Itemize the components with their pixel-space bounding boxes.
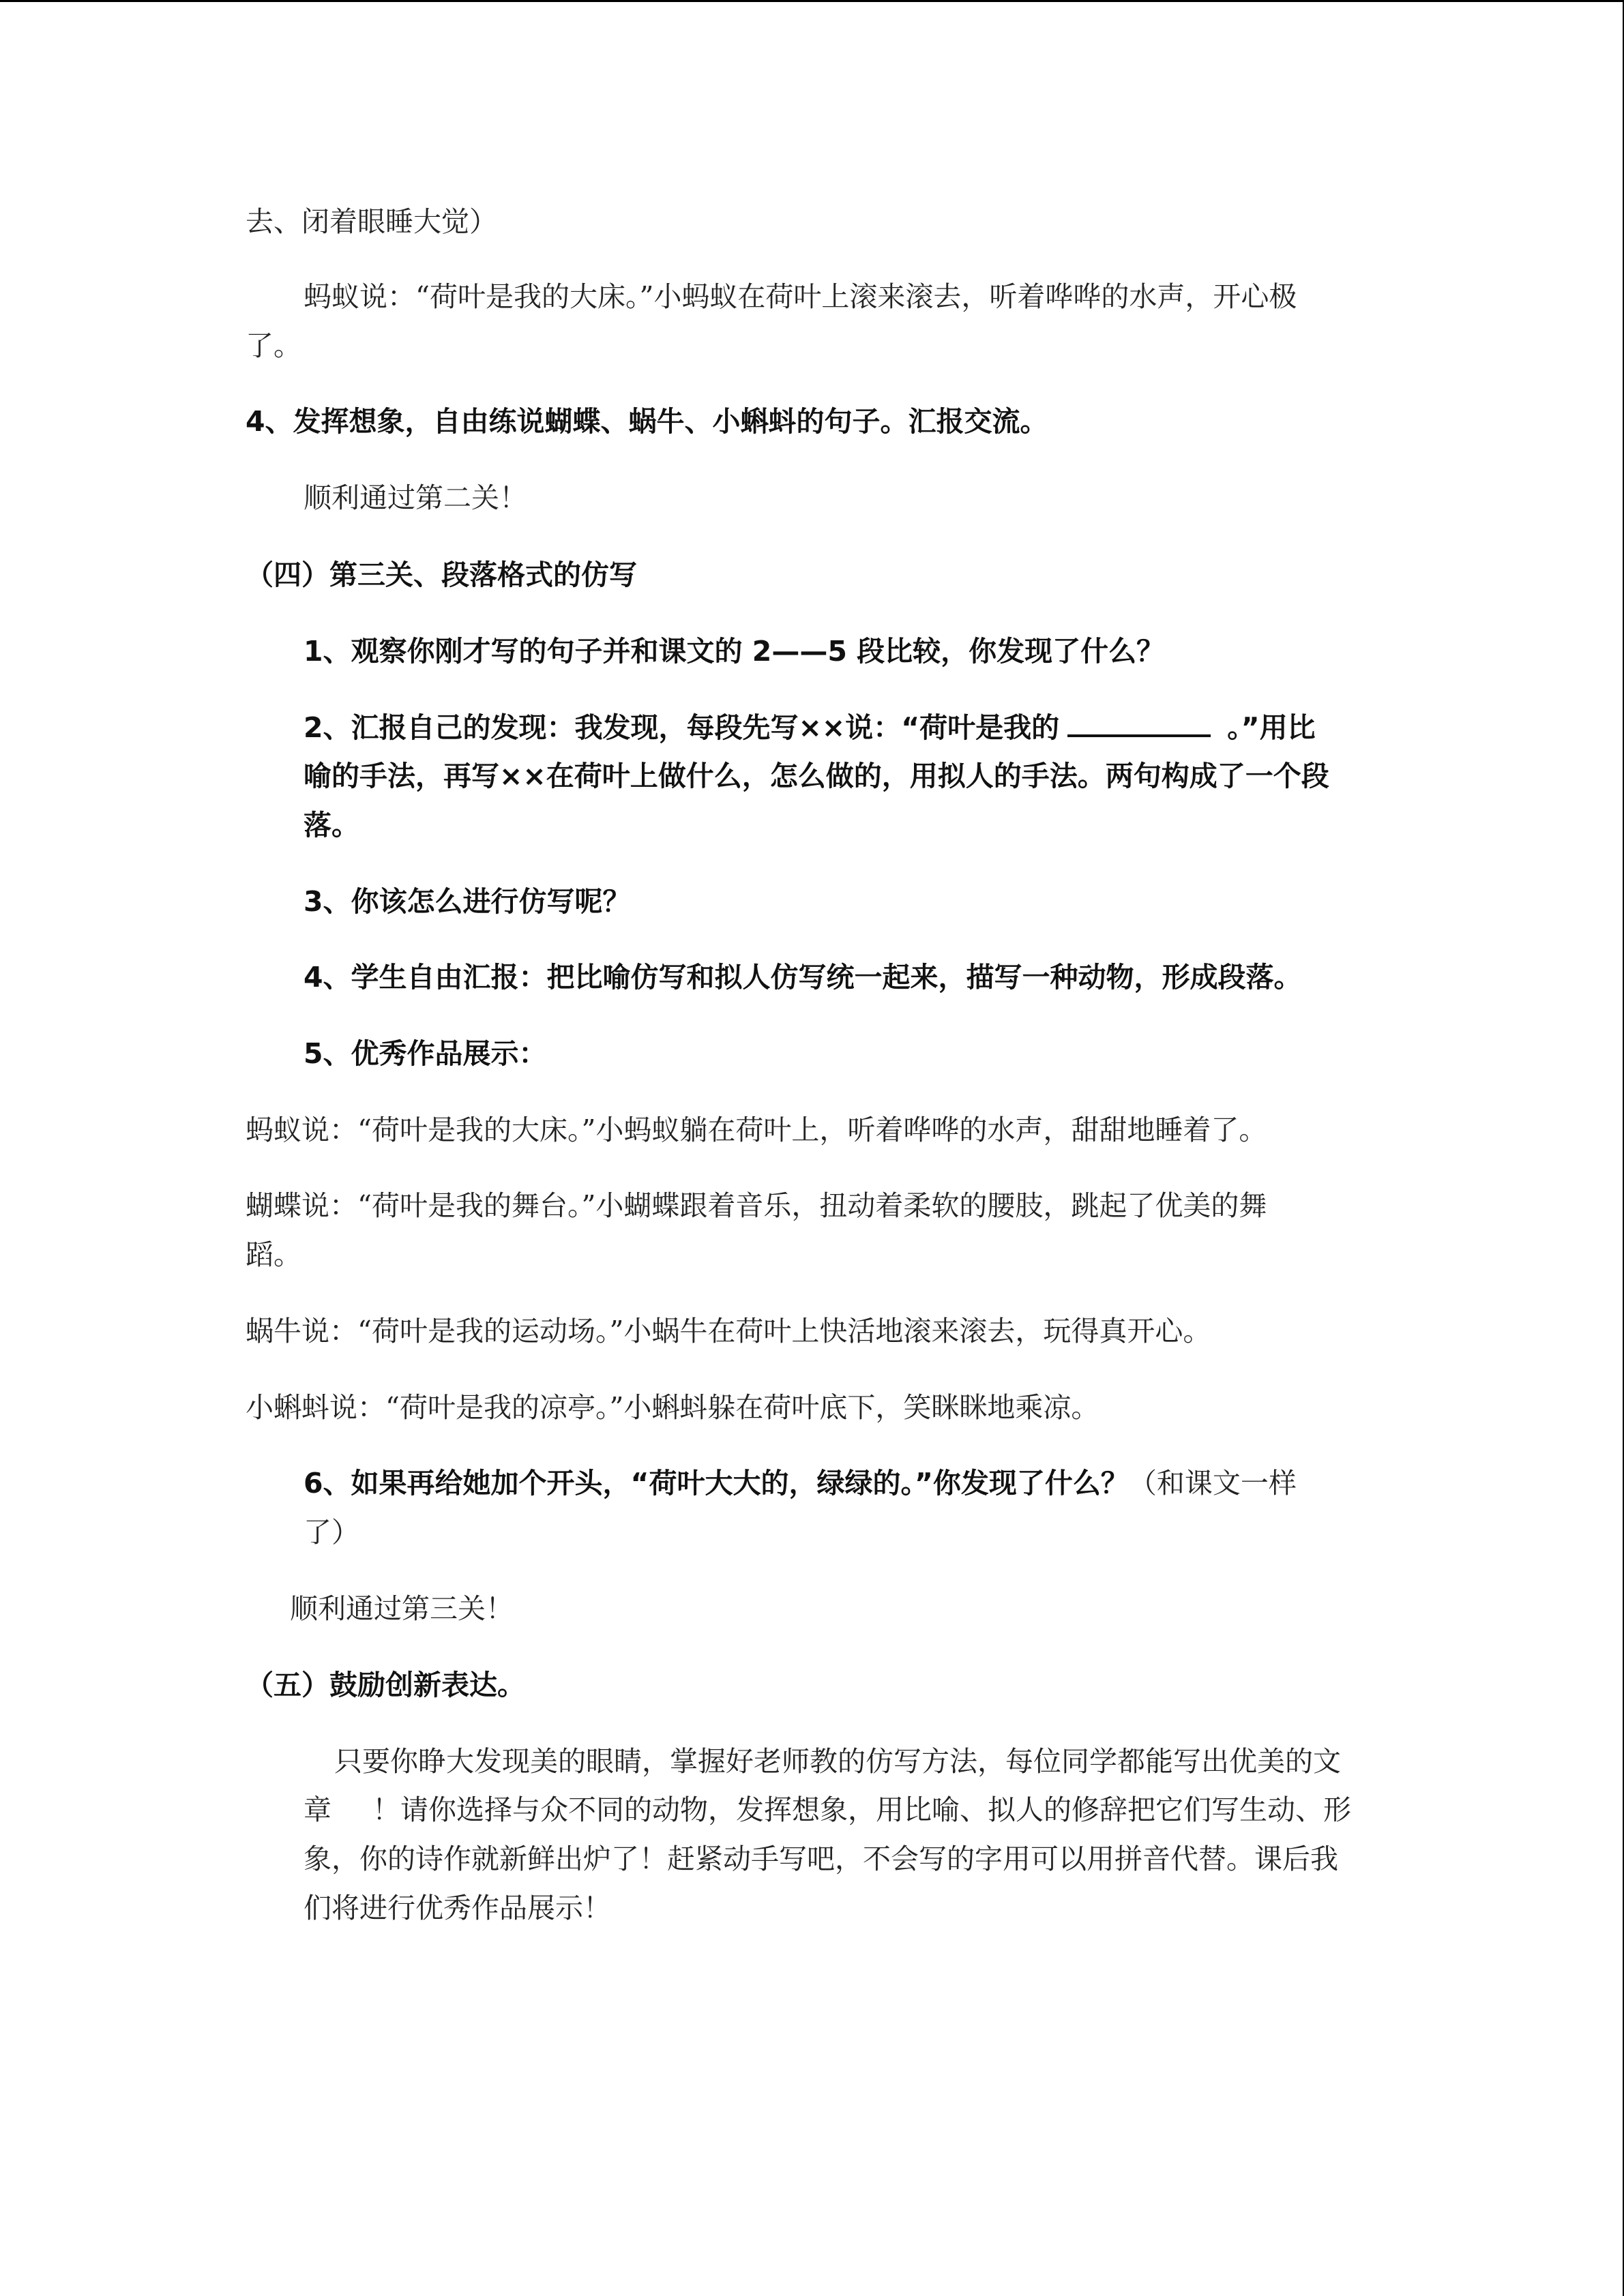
task-item: 3、你该怎么进行仿写呢？	[304, 885, 631, 918]
text-line: 去、闭着眼睡大觉）	[246, 205, 497, 238]
example-sentence: 蝴蝶说：“荷叶是我的舞台。”小蝴蝶跟着音乐，扭动着柔软的腰肢，跳起了优美的舞	[246, 1189, 1267, 1222]
task-item	[304, 704, 1316, 751]
paragraph-line	[304, 1786, 1351, 1834]
paragraph-text: 章	[304, 1793, 331, 1826]
section-heading: （四）第三关、段落格式的仿写	[246, 558, 637, 591]
paragraph-text: ！请你选择与众不同的动物，发挥想象，用比喻、拟人的修辞把它们写生动、形	[372, 1793, 1351, 1826]
task-item-text: 2、汇报自己的发现：我发现，每段先写××说：“荷叶是我的	[304, 711, 1060, 744]
task-item-text: 6、如果再给她加个开头，“荷叶大大的，绿绿的。”你发现了什么？	[304, 1467, 1129, 1500]
example-sentence: 小蝌蚪说：“荷叶是我的凉亭。”小蝌蚪躲在荷叶底下，笑眯眯地乘凉。	[246, 1391, 1099, 1424]
task-item-text: 。”用比	[1227, 711, 1316, 744]
fill-in-blank	[1067, 709, 1211, 737]
page-top-border	[0, 0, 1624, 2]
paragraph-line: 只要你睁大发现美的眼睛，掌握好老师教的仿写方法，每位同学都能写出优美的文	[334, 1745, 1341, 1778]
task-item: 4、学生自由汇报：把比喻仿写和拟人仿写统一起来，描写一种动物，形成段落。	[304, 961, 1302, 994]
task-item-answer: 了）	[304, 1516, 359, 1549]
task-heading: 4、发挥想象，自由练说蝴蝶、蜗牛、小蝌蚪的句子。汇报交流。	[246, 405, 1048, 438]
text-line: 蚂蚁说：“荷叶是我的大床。”小蚂蚁在荷叶上滚来滚去，听着哗哗的水声，开心极	[304, 280, 1297, 313]
section-heading: （五）鼓励创新表达。	[246, 1669, 525, 1701]
example-sentence: 蹈。	[246, 1238, 301, 1271]
paragraph-line: 们将进行优秀作品展示！	[304, 1892, 611, 1924]
task-item	[304, 1459, 1297, 1507]
example-sentence: 蚂蚁说：“荷叶是我的大床。”小蚂蚁躺在荷叶上，听着哗哗的水声，甜甜地睡着了。	[246, 1114, 1267, 1146]
task-item: 1、观察你刚才写的句子并和课文的 2——5 段比较，你发现了什么？	[304, 635, 1165, 668]
task-item: 喻的手法，再写××在荷叶上做什么，怎么做的，用拟人的手法。两句构成了一个段	[304, 760, 1329, 792]
text-line: 了。	[246, 329, 301, 362]
task-item: 5、优秀作品展示：	[304, 1037, 547, 1070]
task-item-answer: （和课文一样	[1128, 1467, 1297, 1500]
example-sentence: 蜗牛说：“荷叶是我的运动场。”小蜗牛在荷叶上快活地滚来滚去，玩得真开心。	[246, 1315, 1211, 1347]
text-line: 顺利通过第三关！	[290, 1592, 514, 1625]
task-item: 落。	[304, 809, 359, 841]
text-line: 顺利通过第二关！	[304, 481, 527, 514]
paragraph-line: 象，你的诗作就新鲜出炉了！赶紧动手写吧，不会写的字用可以用拼音代替。课后我	[304, 1843, 1338, 1875]
